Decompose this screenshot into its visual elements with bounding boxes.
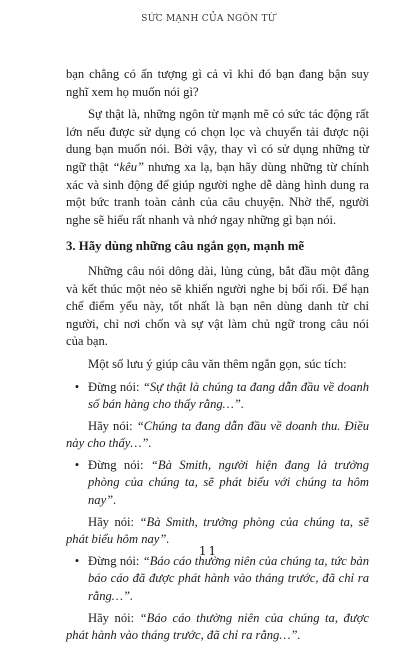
do-say-label: Hãy nói: [88, 418, 137, 433]
example-1 [66, 379, 369, 453]
dont-say-item [66, 457, 369, 510]
do-say-label: Hãy nói: [88, 514, 140, 529]
dont-say-item [66, 553, 369, 606]
paragraph-continuation: bạn chẳng có ấn tượng gì cả vì khi đó bạn đang bận suy nghĩ xem họ muốn nói gì? [66, 67, 369, 99]
do-say-item [66, 418, 369, 453]
do-say-item [66, 610, 369, 645]
dont-say-quote: “Sự thật là chúng ta đang dẫn đầu về doanh số bán hàng cho thấy rằng…”. [88, 379, 369, 412]
emphasis-word: “kêu” [112, 159, 145, 174]
example-2 [66, 457, 369, 549]
dont-say-label: Đừng nói: [88, 553, 143, 568]
dont-say-label: Đừng nói: [88, 457, 151, 472]
paragraph-text: Sự thật là, những ngôn từ mạnh mẽ có sức tác động rất lớn nếu được sử dụng có chọn lọc và chuyển tải được nội dung bạn muốn nói. Bởi vậy, thay vì có sử dụng những từ ngữ thật [66, 107, 369, 174]
paragraph-tips-intro: Một số lưu ý giúp câu văn thêm ngắn gọn, súc tích: [88, 356, 347, 371]
page-number: 11 [198, 544, 219, 558]
bullet-icon: • [74, 379, 80, 394]
paragraph-short-sentences: Những câu nói dông dài, lủng củng, bắt đầu một đằng và kết thúc một nẻo sẽ khiến người nghe bị bối rối. Để hạn chế điểm yếu này, tốt nhất là bạn nên dùng danh từ chỉ người, chỉ nơi chốn và sự vật làm chủ ngữ trong câu nói của bạn. [66, 263, 369, 349]
do-say-label: Hãy nói: [88, 610, 140, 625]
section-heading: 3. Hãy dùng những câu ngắn gọn, mạnh mẽ [66, 239, 305, 254]
page-body [66, 66, 369, 649]
dont-say-text [88, 553, 369, 606]
example-3 [66, 553, 369, 645]
do-say-quote: “Chúng ta đang dẫn đầu về doanh thu. Điều này cho thấy…”. [66, 418, 369, 451]
running-header: SỨC MẠNH CỦA NGÔN TỪ [141, 14, 276, 24]
paragraph-powerful-words [66, 106, 369, 229]
dont-say-label: Đừng nói: [88, 379, 143, 394]
dont-say-text [88, 457, 369, 510]
paragraph-text-tail: nhưng xa lạ, bạn hãy dùng những từ chính xác và sinh động để giúp người nghe dễ dàng hình dung ra một bức tranh toàn cảnh của câu chuyện. Nhờ thế, người nghe sẽ hiểu rất nhanh và nhớ ngay những gì bạn nói. [66, 159, 369, 227]
dont-say-text [88, 379, 369, 414]
dont-say-quote: “Báo cáo thường niên của chúng ta, tức bản báo cáo đã được phát hành vào tháng trước, đã chỉ ra rằng…”. [88, 553, 370, 604]
do-say-quote: “Báo cáo thường niên của chúng ta, được phát hành vào tháng trước, đã chỉ ra rằng…”. [66, 610, 369, 643]
dont-say-item [66, 379, 369, 414]
bullet-icon: • [74, 457, 80, 472]
bullet-icon: • [74, 553, 80, 568]
dont-say-quote: “Bà Smith, người hiện đang là trưởng phòng của chúng ta, sẽ phát biểu với chúng ta hôm nay”. [88, 457, 369, 508]
do-say-quote: “Bà Smith, trưởng phòng của chúng ta, sẽ phát biểu hôm nay”. [66, 514, 369, 547]
